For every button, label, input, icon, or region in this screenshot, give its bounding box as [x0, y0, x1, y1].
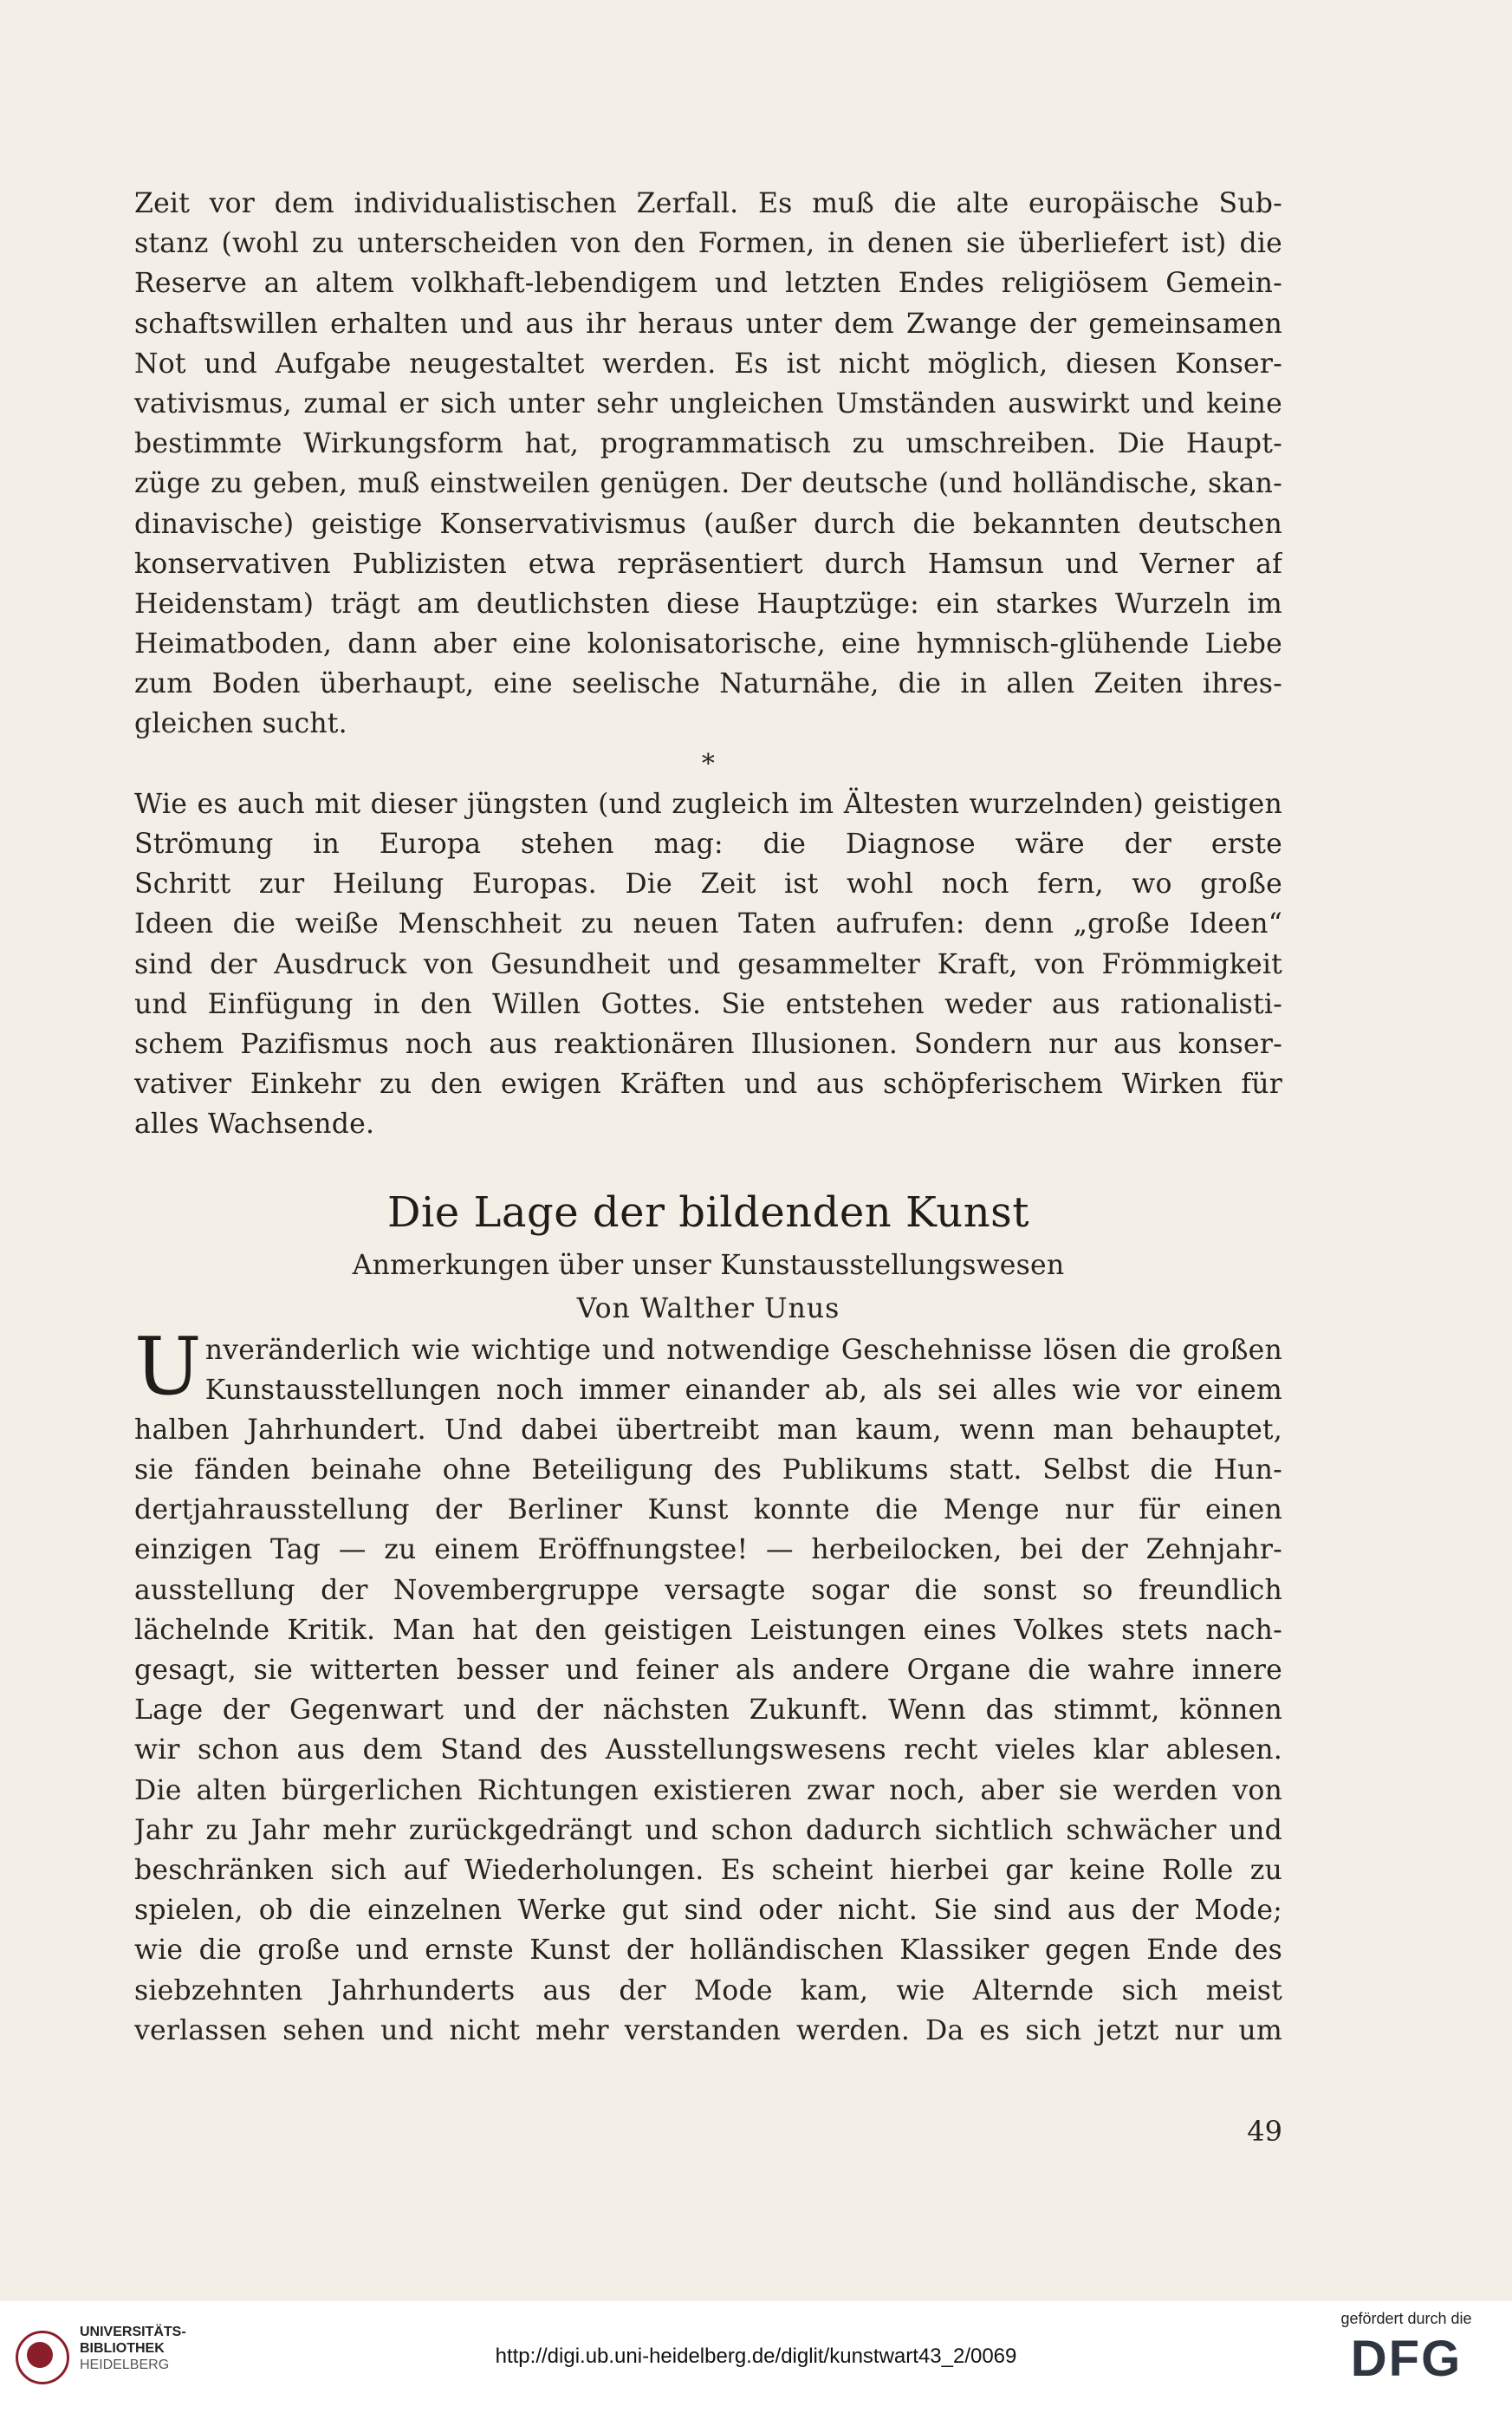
text-line: Strömung in Europa stehen mag: die Diagnose wäre der erste	[134, 829, 1282, 860]
dfg-wordmark: DFG	[1350, 2331, 1463, 2387]
text-line: vativismus, zumal er sich unter sehr ungleichen Umständen auswirkt und keine	[134, 387, 1282, 420]
page-number: 49	[1247, 2115, 1282, 2148]
viewer-footer	[0, 2301, 1512, 2413]
drop-cap: U	[134, 1319, 202, 1413]
library-name-line: UNIVERSITÄTS-	[80, 2325, 186, 2339]
text-line: Heimatboden, dann aber eine kolonisatorische, eine hymnisch-glühende Liebe	[134, 628, 1282, 660]
text-line: gleichen sucht.	[134, 708, 347, 740]
text-line: Schritt zur Heilung Europas. Die Zeit ist wohl noch fern, wo große	[134, 868, 1282, 901]
text-line: und Einfügung in den Willen Gottes. Sie entstehen weder aus rationalisti-	[134, 988, 1282, 1020]
paragraph-1	[134, 184, 1282, 745]
text-line: konservativen Publizisten etwa repräsentiert durch Hamsun und Verner af	[134, 548, 1282, 580]
text-line: nveränderlich wie wichtige und notwendige Geschehnisse lösen die großen	[204, 1334, 1282, 1366]
article-subtitle: Anmerkungen über unser Kunstausstellungswesen	[352, 1249, 1065, 1281]
text-line: halben Jahrhundert. Und dabei übertreibt man kaum, wenn man behauptet,	[134, 1414, 1282, 1446]
funding-label: gefördert durch die	[1340, 2310, 1472, 2327]
permalink-url[interactable]: http://digi.ub.uni-heidelberg.de/diglit/kunstwart43_2/0069	[495, 2345, 1017, 2368]
text-line: dertjahrausstellung der Berliner Kunst konnte die Menge nur für einen	[134, 1494, 1282, 1526]
text-line: schaftswillen erhalten und aus ihr heraus unter dem Zwange der gemeinsamen	[134, 308, 1282, 340]
dfg-logo[interactable]	[1320, 2310, 1493, 2401]
text-line: siebzehnten Jahrhunderts aus der Mode kam, wie Alternde sich meist	[134, 1974, 1282, 2006]
text-line: Jahr zu Jahr mehr zurückgedrängt und schon dadurch sichtlich schwächer und	[134, 1814, 1282, 1846]
text-line: Not und Aufgabe neugestaltet werden. Es ist nicht möglich, diesen Konser-	[134, 348, 1282, 380]
text-line: Kunstausstellungen noch immer einander ab, als sei alles wie vor einem	[204, 1374, 1282, 1406]
library-name-line: HEIDELBERG	[80, 2358, 170, 2372]
text-line: beschränken sich auf Wiederholungen. Es scheint hierbei gar keine Rolle zu	[134, 1854, 1282, 1886]
text-line: lächelnde Kritik. Man hat den geistigen Leistungen eines Volkes stets nach-	[134, 1614, 1282, 1646]
text-line: verlassen sehen und nicht mehr verstanden werden. Da es sich jetzt nur um	[134, 2014, 1282, 2046]
text-line: bestimmte Wirkungsform hat, programmatisch zu umschreiben. Die Haupt-	[134, 428, 1282, 460]
article-byline: Von Walther Unus	[576, 1292, 840, 1324]
text-line: schem Pazifismus noch aus reaktionären Illusionen. Sondern nur aus konser-	[134, 1028, 1282, 1060]
text-line: Ideen die weiße Menschheit zu neuen Taten aufrufen: denn „große Ideen“	[134, 908, 1282, 940]
text-line: Zeit vor dem individualistischen Zerfall. Es muß die alte europäische Sub-	[134, 188, 1282, 219]
text-line: Die alten bürgerlichen Richtungen existieren zwar noch, aber sie werden von	[134, 1774, 1282, 1806]
text-line: Wie es auch mit dieser jüngsten (und zugleich im Ältesten wurzelnden) geistigen	[134, 788, 1282, 820]
text-line: vativer Einkehr zu den ewigen Kräften und aus schöpferischem Wirken für	[134, 1069, 1282, 1101]
article-text	[134, 184, 1282, 2051]
text-line: züge zu geben, muß einstweilen genügen. Der deutsche (und holländische, skan-	[134, 468, 1282, 500]
article-title: Die Lage der bildenden Kunst	[386, 1187, 1030, 1237]
text-line: zum Boden überhaupt, eine seelische Naturnähe, die in allen Zeiten ihres-	[134, 668, 1282, 700]
text-line: Lage der Gegenwart und der nächsten Zukunft. Wenn das stimmt, können	[134, 1694, 1282, 1727]
text-line: ausstellung der Novembergruppe versagte sogar die sonst so freundlich	[134, 1574, 1282, 1606]
text-line: dinavische) geistige Konservativismus (außer durch die bekannten deutschen	[134, 508, 1282, 540]
text-line: Heidenstam) trägt am deutlichsten diese Hauptzüge: ein starkes Wurzeln im	[134, 588, 1282, 620]
text-line: stanz (wohl zu unterscheiden von den Formen, in denen sie überliefert ist) die	[134, 228, 1282, 260]
text-line: gesagt, sie witterten besser und feiner als andere Organe die wahre innere	[134, 1655, 1282, 1686]
paragraph-2	[134, 784, 1282, 1145]
text-line: wie die große und ernste Kunst der holländischen Klassiker gegen Ende des	[134, 1935, 1282, 1967]
paragraph-3	[134, 1319, 1282, 2051]
text-line: wir schon aus dem Stand des Ausstellungswesens recht vieles klar ablesen.	[134, 1734, 1282, 1766]
text-line: sind der Ausdruck von Gesundheit und gesammelter Kraft, von Frömmigkeit	[134, 948, 1282, 980]
text-line: alles Wachsende.	[134, 1109, 375, 1141]
text-line: einzigen Tag — zu einem Eröffnungstee! — herbeilocken, bei der Zehnjahr-	[134, 1534, 1282, 1566]
text-line: Reserve an altem volkhaft-lebendigem und letzten Endes religiösem Gemein-	[134, 268, 1282, 300]
text-line: spielen, ob die einzelnen Werke gut sind oder nicht. Sie sind aus der Mode;	[134, 1895, 1282, 1927]
library-name-line: BIBLIOTHEK	[80, 2341, 165, 2356]
text-line: sie fänden beinahe ohne Beteiligung des Publikums statt. Selbst die Hun-	[134, 1454, 1282, 1486]
section-separator: *	[701, 748, 716, 779]
